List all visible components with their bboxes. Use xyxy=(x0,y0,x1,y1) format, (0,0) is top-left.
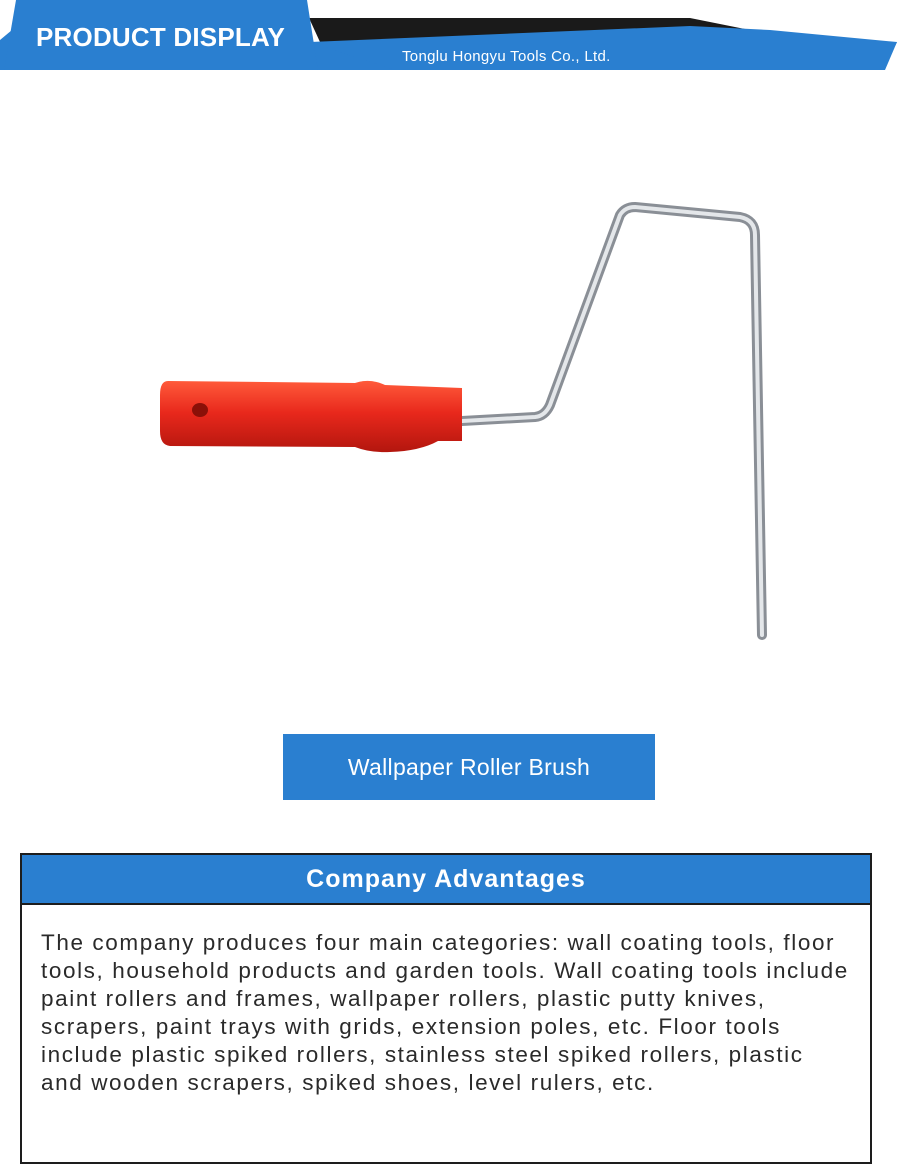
company-name: Tonglu Hongyu Tools Co., Ltd. xyxy=(402,48,611,65)
product-name: Wallpaper Roller Brush xyxy=(347,753,591,780)
company-advantages-header xyxy=(22,855,870,905)
product-name-label xyxy=(283,734,655,800)
company-advantages-panel xyxy=(20,853,872,1164)
company-advantages-title: Company Advantages xyxy=(306,864,586,893)
paint-roller-frame-icon xyxy=(150,195,790,655)
company-advantages-text: The company produces four main categories: wall coating tools, floor tools, household products and garden tools. Wall coating tools include paint rollers and frames, wallpaper rollers, plastic putty knives, scrapers, paint trays with grids, extension poles, etc. Floor tools include plastic spiked rollers, stainless steel spiked rollers, plastic and wooden scrapers, spiked shoes, level rulers, etc. xyxy=(41,930,849,1095)
page-title: PRODUCT DISPLAY xyxy=(36,22,286,52)
product-image xyxy=(150,195,790,655)
header-banner xyxy=(0,0,897,75)
